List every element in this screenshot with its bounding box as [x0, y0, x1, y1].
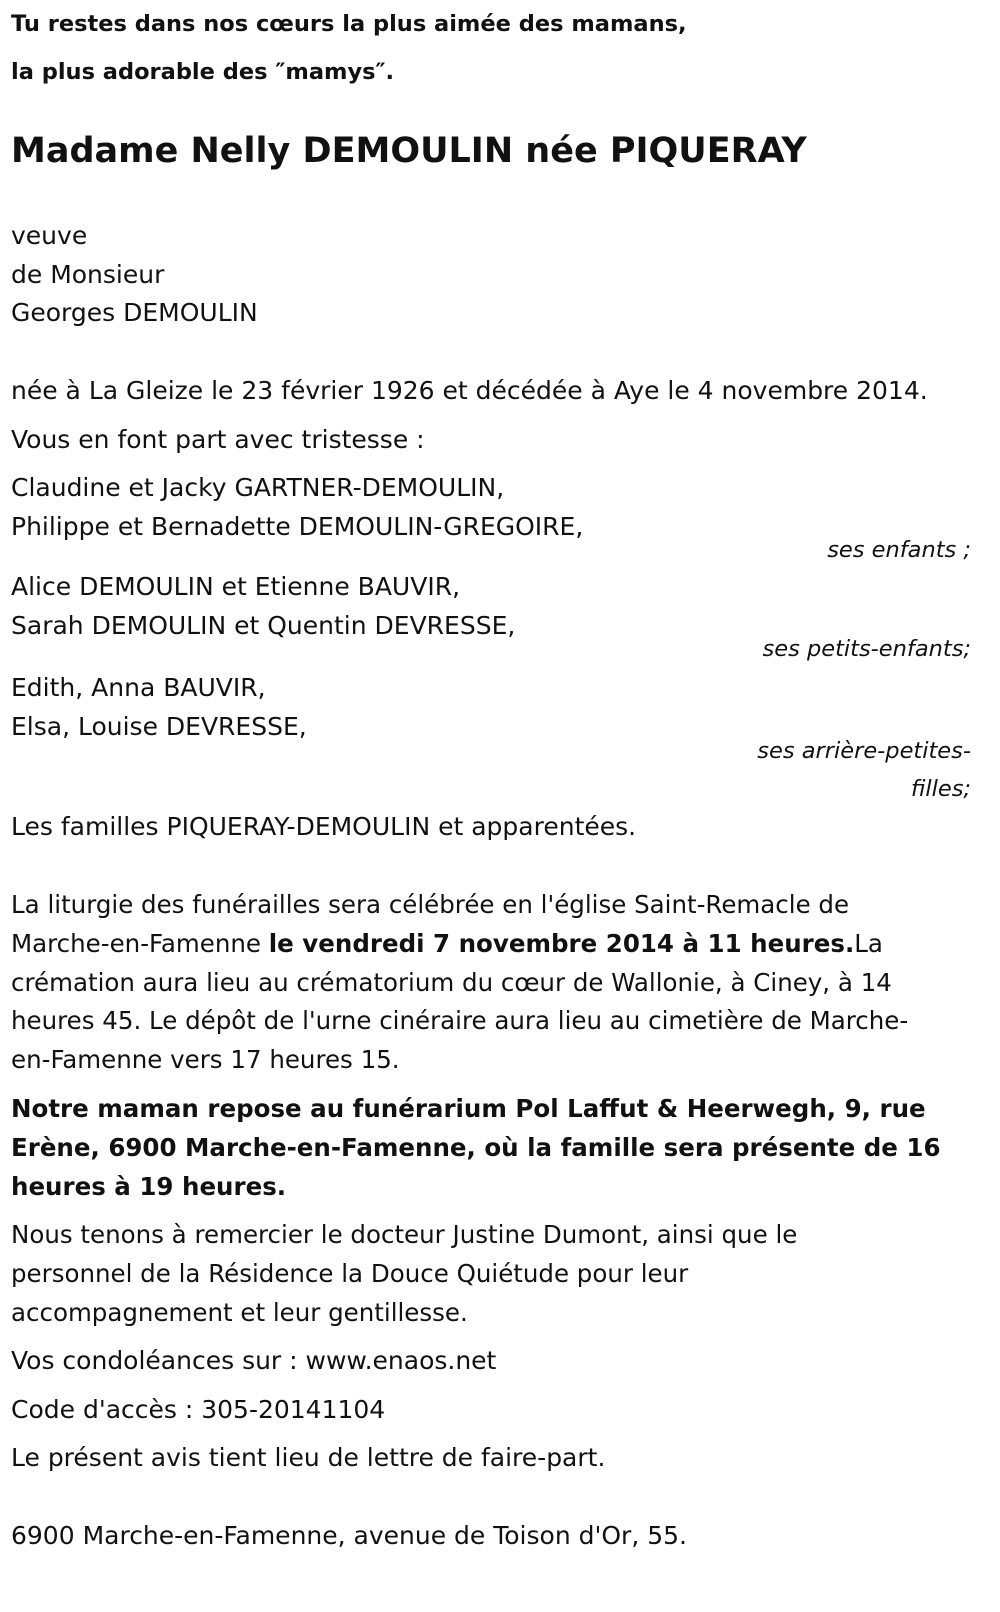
condolences-line: Vos condoléances sur : www.enaos.net — [11, 1346, 497, 1375]
address-line: 6900 Marche-en-Famenne, avenue de Toison d'Or, 55. — [11, 1521, 687, 1550]
grandchildren-role-label: ses petits-enfants; — [762, 636, 971, 662]
funeral-date-time: le vendredi 7 novembre 2014 à 11 heures. — [268, 929, 855, 958]
intro-line-2: la plus adorable des ″mamys″. — [11, 59, 395, 85]
deceased-name: Madame Nelly DEMOULIN née PIQUERAY — [11, 131, 807, 171]
grandchild-name: Sarah DEMOULIN et Quentin DEVRESSE, — [11, 611, 516, 640]
visitation-line-3: heures à 19 heures. — [11, 1172, 287, 1201]
thanks-line-2: personnel de la Résidence la Douce Quiétude pour leur — [11, 1259, 689, 1288]
notice-line: Le présent avis tient lieu de lettre de faire-part. — [11, 1443, 606, 1472]
visitation-line-2: Erène, 6900 Marche-en-Famenne, où la famille sera présente de 16 — [11, 1133, 941, 1162]
great-grandchildren-role-label-2: filles; — [910, 776, 971, 802]
widow-line-3: Georges DEMOULIN — [11, 298, 258, 327]
great-grandchild-name: Edith, Anna BAUVIR, — [11, 673, 266, 702]
birth-death-dates: née à La Gleize le 23 février 1926 et décédée à Aye le 4 novembre 2014. — [11, 376, 928, 405]
great-grandchildren-role-label-1: ses arrière-petites- — [757, 738, 971, 764]
other-families: Les familles PIQUERAY-DEMOULIN et apparentées. — [11, 812, 637, 841]
widow-line-1: veuve — [11, 221, 88, 250]
children-role-label: ses enfants ; — [827, 537, 971, 563]
funeral-place: Marche-en-Famenne — [11, 929, 269, 958]
funeral-line-1: La liturgie des funérailles sera célébrée en l'église Saint-Remacle de — [11, 890, 850, 919]
child-name: Claudine et Jacky GARTNER-DEMOULIN, — [11, 473, 505, 502]
funeral-line-3: crémation aura lieu au crématorium du cœur de Wallonie, à Ciney, à 14 — [11, 968, 892, 997]
funeral-line-4: heures 45. Le dépôt de l'urne cinéraire aura lieu au cimetière de Marche- — [11, 1006, 909, 1035]
intro-line-1: Tu restes dans nos cœurs la plus aimée des mamans, — [11, 11, 687, 37]
thanks-line-3: accompagnement et leur gentillesse. — [11, 1298, 468, 1327]
grandchild-name: Alice DEMOULIN et Etienne BAUVIR, — [11, 572, 461, 601]
funeral-line-5: en-Famenne vers 17 heures 15. — [11, 1045, 400, 1074]
great-grandchild-name: Elsa, Louise DEVRESSE, — [11, 712, 307, 741]
funeral-line-2 — [11, 929, 883, 959]
visitation-line-1: Notre maman repose au funérarium Pol Laffut & Heerwegh, 9, rue — [11, 1094, 926, 1123]
funeral-line-2-tail: La — [854, 929, 883, 958]
thanks-line-1: Nous tenons à remercier le docteur Justine Dumont, ainsi que le — [11, 1220, 798, 1249]
announcement-line: Vous en font part avec tristesse : — [11, 425, 425, 454]
widow-line-2: de Monsieur — [11, 260, 165, 289]
child-name: Philippe et Bernadette DEMOULIN-GREGOIRE, — [11, 512, 584, 541]
access-code: Code d'accès : 305-20141104 — [11, 1395, 386, 1424]
